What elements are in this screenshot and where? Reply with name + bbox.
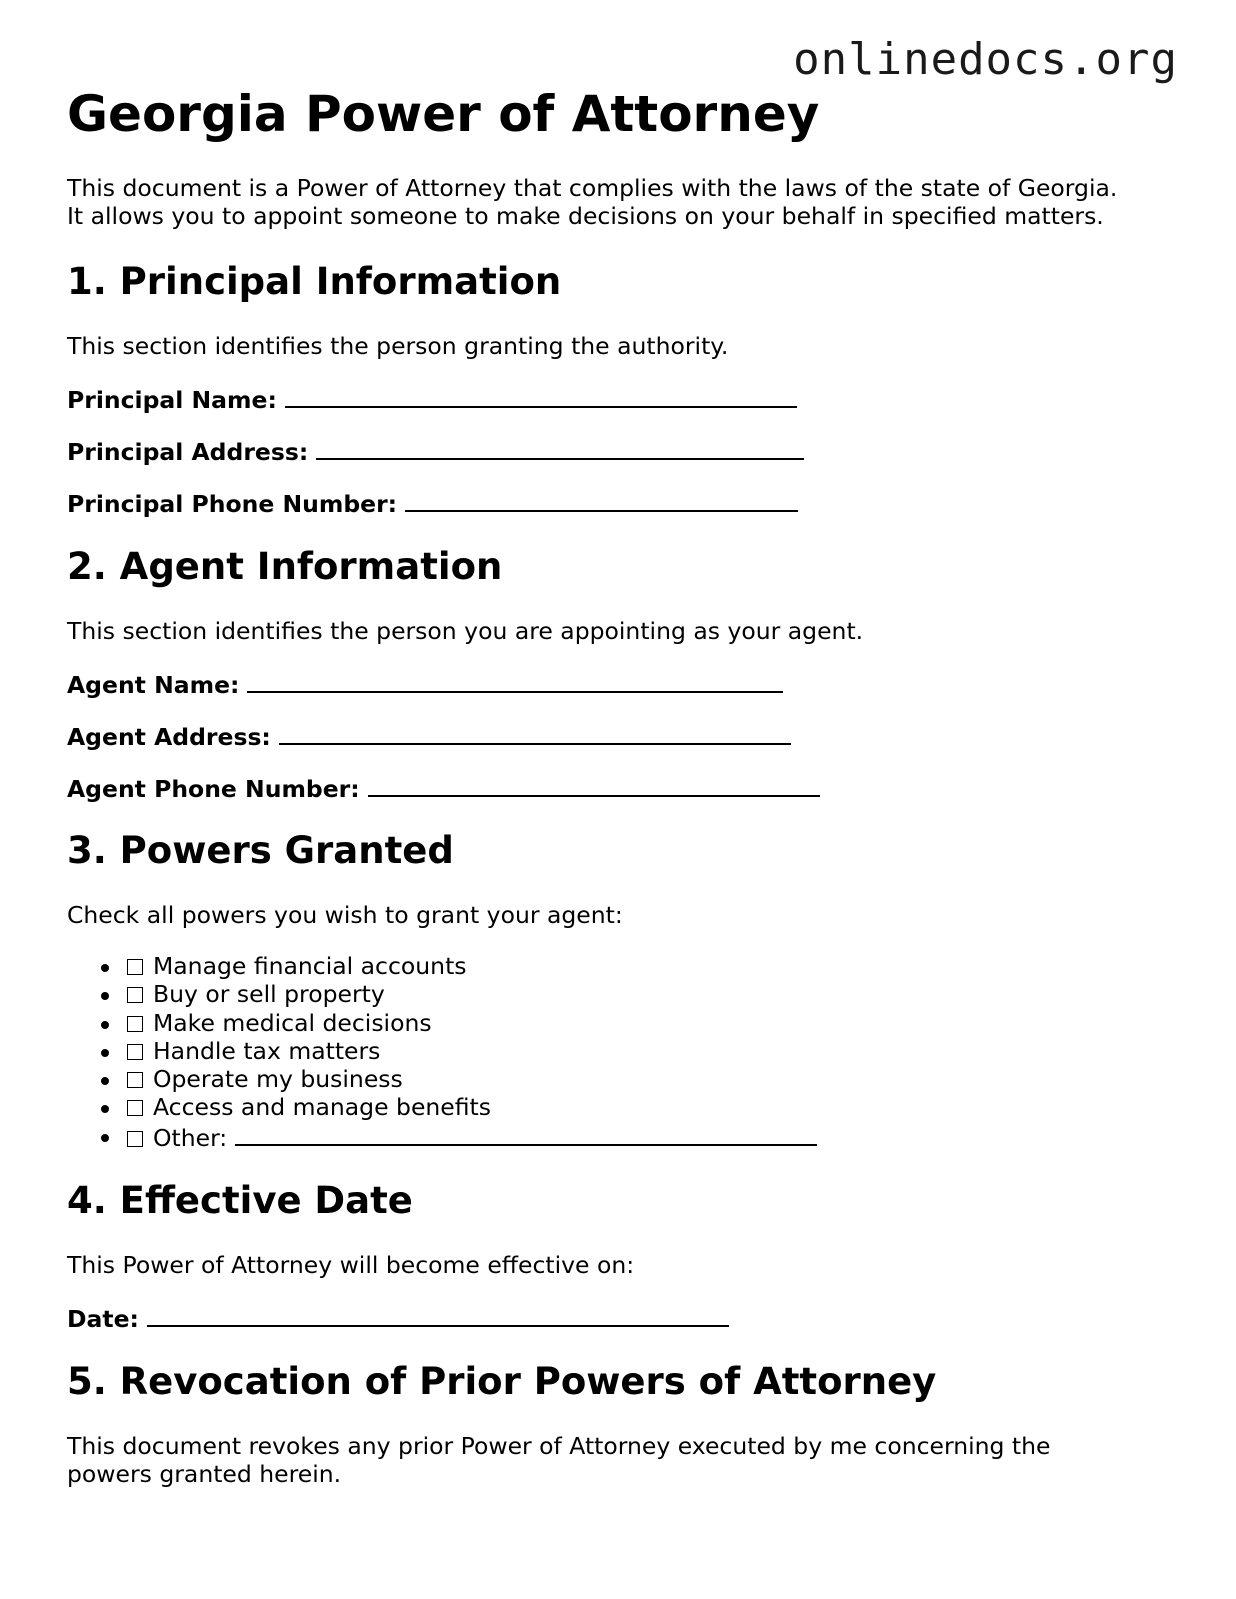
- section-5-text: [67, 1432, 1051, 1488]
- power-label: Handle tax matters: [153, 1036, 381, 1065]
- power-item: [127, 952, 817, 980]
- principal-address-field: [67, 436, 804, 466]
- watermark-logo: onlinedocs.org: [793, 34, 1178, 85]
- power-label: Operate my business: [153, 1065, 403, 1094]
- section-3-heading: 3. Powers Granted: [67, 829, 454, 872]
- power-item: [127, 1009, 817, 1037]
- agent-name-label: Agent Name:: [67, 671, 240, 699]
- principal-phone-label: Principal Phone Number:: [67, 490, 398, 518]
- agent-address-input[interactable]: [279, 721, 791, 745]
- agent-address-label: Agent Address:: [67, 723, 271, 751]
- agent-phone-input[interactable]: [368, 773, 820, 797]
- section-5-heading: 5. Revocation of Prior Powers of Attorney: [67, 1360, 937, 1403]
- power-label: Buy or sell property: [153, 980, 385, 1009]
- section-3-description: Check all powers you wish to grant your agent:: [67, 901, 623, 929]
- power-label: Make medical decisions: [153, 1008, 432, 1037]
- principal-phone-input[interactable]: [405, 488, 798, 512]
- power-item: [127, 980, 817, 1008]
- agent-address-field: [67, 721, 791, 751]
- section-5-line-1: This document revokes any prior Power of Attorney executed by me concerning the: [67, 1432, 1051, 1460]
- other-power-input[interactable]: [235, 1122, 817, 1146]
- power-label: Access and manage benefits: [153, 1093, 492, 1122]
- checkbox-buy-or-sell-property[interactable]: [127, 987, 143, 1003]
- checkbox-access-and-manage-benefits[interactable]: [127, 1100, 143, 1116]
- intro-line-1: This document is a Power of Attorney that complies with the laws of the state of Georgia.: [67, 174, 1118, 202]
- power-label: Manage financial accounts: [153, 952, 467, 980]
- checkbox-make-medical-decisions[interactable]: [127, 1016, 143, 1032]
- intro-line-2: It allows you to appoint someone to make decisions on your behalf in specified matters.: [67, 202, 1104, 230]
- principal-name-input[interactable]: [285, 384, 797, 408]
- intro-paragraph: [67, 174, 1117, 230]
- checkbox-operate-my-business[interactable]: [127, 1072, 143, 1088]
- section-4-heading: 4. Effective Date: [67, 1179, 413, 1222]
- power-item: [127, 1122, 817, 1152]
- principal-name-label: Principal Name:: [67, 386, 277, 414]
- agent-phone-label: Agent Phone Number:: [67, 775, 360, 803]
- section-1-heading: 1. Principal Information: [67, 260, 562, 303]
- principal-name-field: [67, 384, 797, 414]
- checkbox-other[interactable]: [127, 1131, 143, 1147]
- section-4-description: This Power of Attorney will become effective on:: [67, 1251, 635, 1279]
- power-item: [127, 1093, 817, 1121]
- effective-date-label: Date:: [67, 1305, 139, 1333]
- section-2-heading: 2. Agent Information: [67, 545, 503, 588]
- powers-list: [67, 952, 817, 1152]
- principal-address-label: Principal Address:: [67, 438, 309, 466]
- checkbox-manage-financial-accounts[interactable]: [127, 959, 143, 975]
- principal-address-input[interactable]: [316, 436, 804, 460]
- agent-name-field: [67, 669, 783, 699]
- checkbox-handle-tax-matters[interactable]: [127, 1044, 143, 1060]
- section-5-line-2: powers granted herein.: [67, 1460, 342, 1488]
- power-item: [127, 1037, 817, 1065]
- agent-name-input[interactable]: [247, 669, 783, 693]
- effective-date-field: [67, 1303, 729, 1333]
- power-label: Other:: [153, 1123, 228, 1152]
- effective-date-input[interactable]: [147, 1303, 729, 1327]
- page-title: Georgia Power of Attorney: [67, 85, 820, 143]
- agent-phone-field: [67, 773, 820, 803]
- principal-phone-field: [67, 488, 798, 518]
- section-2-description: This section identifies the person you are appointing as your agent.: [67, 617, 864, 645]
- power-item: [127, 1065, 817, 1093]
- section-1-description: This section identifies the person granting the authority.: [67, 332, 729, 360]
